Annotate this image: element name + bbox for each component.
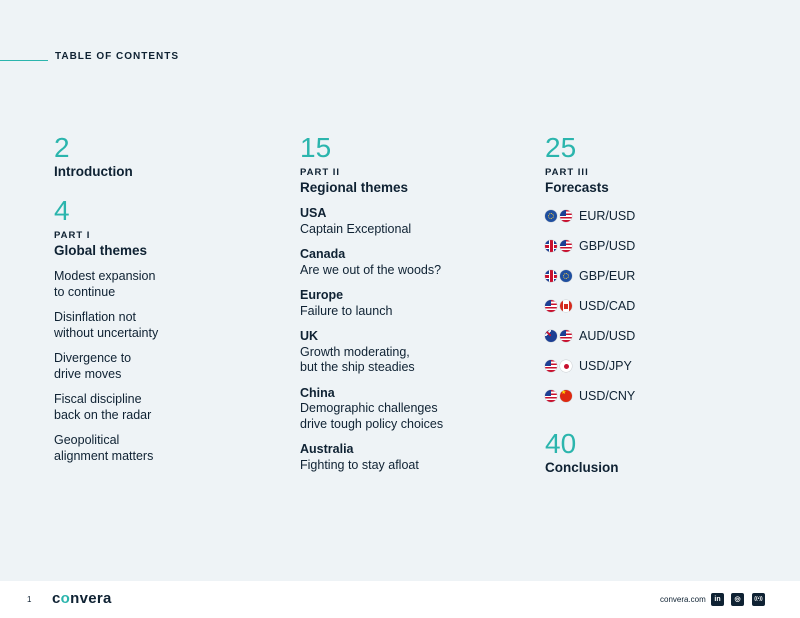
part-label: PART II — [300, 167, 341, 178]
subitem-line: but the ship steadies — [300, 360, 415, 374]
forecast-pair[interactable] — [545, 381, 775, 411]
page-number: 40 — [545, 428, 577, 459]
subitem-line: back on the radar — [54, 407, 152, 422]
toc-column-2 — [300, 133, 530, 473]
podcast-icon[interactable]: ((•)) — [752, 593, 765, 606]
toc-subitem[interactable] — [300, 288, 530, 319]
page-number: 4 — [54, 195, 70, 226]
toc-subitem[interactable] — [54, 433, 284, 464]
subitem-line: Geopolitical — [54, 433, 120, 447]
us-flag-icon — [560, 210, 572, 222]
section-title: Forecasts — [545, 180, 609, 195]
linkedin-icon[interactable]: in — [711, 593, 724, 606]
toc-subitem[interactable] — [300, 247, 530, 278]
header-rule — [0, 60, 48, 61]
subitem-title: Australia — [300, 442, 354, 456]
page-number: 25 — [545, 132, 577, 163]
toc-subitem[interactable] — [54, 392, 284, 423]
us-flag-icon — [545, 360, 557, 372]
toc-label: TABLE OF CONTENTS — [55, 51, 180, 62]
toc-entry-part-3[interactable] — [545, 133, 775, 196]
page-number: 2 — [54, 132, 70, 163]
footer — [0, 581, 800, 618]
subitem-line: Fighting to stay afloat — [300, 457, 419, 472]
forecast-pair[interactable] — [545, 321, 775, 351]
section-title: Regional themes — [300, 180, 409, 195]
us-flag-icon — [545, 390, 557, 402]
pair-label: USD/CAD — [579, 299, 636, 313]
forecast-pair[interactable] — [545, 291, 775, 321]
pair-label: USD/CNY — [579, 389, 636, 403]
subitem-title: USA — [300, 206, 327, 220]
forecast-pair[interactable] — [545, 201, 775, 231]
subitem-title: Canada — [300, 247, 346, 261]
forecast-pair[interactable] — [545, 261, 775, 291]
footer-page-number: 1 — [27, 595, 32, 604]
section-title: Introduction — [54, 164, 133, 179]
pair-label: EUR/USD — [579, 209, 636, 223]
subitem-line: Are we out of the woods? — [300, 262, 442, 277]
toc-subitem[interactable] — [300, 329, 530, 376]
subitem-line: alignment matters — [54, 448, 154, 463]
section-title: Conclusion — [545, 460, 619, 475]
forecast-pair-list — [545, 201, 775, 411]
subitem-line: Modest expansion — [54, 269, 156, 283]
eu-flag-icon — [545, 210, 557, 222]
toc-subitem[interactable] — [300, 386, 530, 433]
part-label: PART I — [54, 230, 91, 241]
toc-entry-part-1[interactable] — [54, 196, 284, 259]
cn-flag-icon — [560, 390, 572, 402]
section-title: Global themes — [54, 243, 148, 258]
toc-subitem[interactable] — [300, 442, 530, 473]
subitem-title: Europe — [300, 288, 344, 302]
subitem-title: UK — [300, 329, 319, 343]
toc-entry-introduction[interactable] — [54, 133, 284, 180]
pair-label: AUD/USD — [579, 329, 636, 343]
toc-subitem[interactable] — [54, 269, 284, 300]
subitem-title: China — [300, 385, 335, 400]
eu-flag-icon — [560, 270, 572, 282]
forecast-pair[interactable] — [545, 351, 775, 381]
subitem-line: Failure to launch — [300, 303, 393, 318]
page-number: 15 — [300, 132, 332, 163]
us-flag-icon — [545, 300, 557, 312]
subitem-line: drive moves — [54, 366, 122, 381]
toc-subitem[interactable] — [54, 351, 284, 382]
subitem-line: to continue — [54, 284, 116, 299]
ca-flag-icon — [560, 300, 572, 312]
subitem-line: Disinflation not — [54, 310, 136, 324]
pair-label: GBP/EUR — [579, 269, 636, 283]
toc-column-3 — [545, 133, 775, 476]
us-flag-icon — [560, 240, 572, 252]
website-link[interactable]: convera.com — [660, 595, 706, 604]
subitem-line: Growth moderating, — [300, 344, 410, 359]
toc-subitem[interactable] — [300, 206, 530, 237]
subitem-line: Fiscal discipline — [54, 392, 142, 406]
subitem-line: without uncertainty — [54, 325, 159, 340]
instagram-icon[interactable]: ◎ — [731, 593, 744, 606]
toc-column-1 — [54, 133, 284, 464]
subitem-line: Captain Exceptional — [300, 221, 412, 236]
toc-entry-conclusion[interactable] — [545, 429, 775, 476]
part-label: PART III — [545, 167, 589, 178]
pair-label: GBP/USD — [579, 239, 636, 253]
toc-subitem[interactable] — [54, 310, 284, 341]
us-flag-icon — [560, 330, 572, 342]
subitem-line: drive tough policy choices — [300, 416, 444, 431]
toc-entry-part-2[interactable] — [300, 133, 530, 196]
jp-flag-icon — [560, 360, 572, 372]
forecast-pair[interactable] — [545, 231, 775, 261]
gb-flag-icon — [545, 270, 557, 282]
convera-logo: convera — [52, 590, 112, 607]
au-flag-icon — [545, 330, 557, 342]
gb-flag-icon — [545, 240, 557, 252]
subitem-line: Demographic challenges — [300, 401, 438, 415]
pair-label: USD/JPY — [579, 359, 632, 373]
subitem-line: Divergence to — [54, 351, 132, 365]
